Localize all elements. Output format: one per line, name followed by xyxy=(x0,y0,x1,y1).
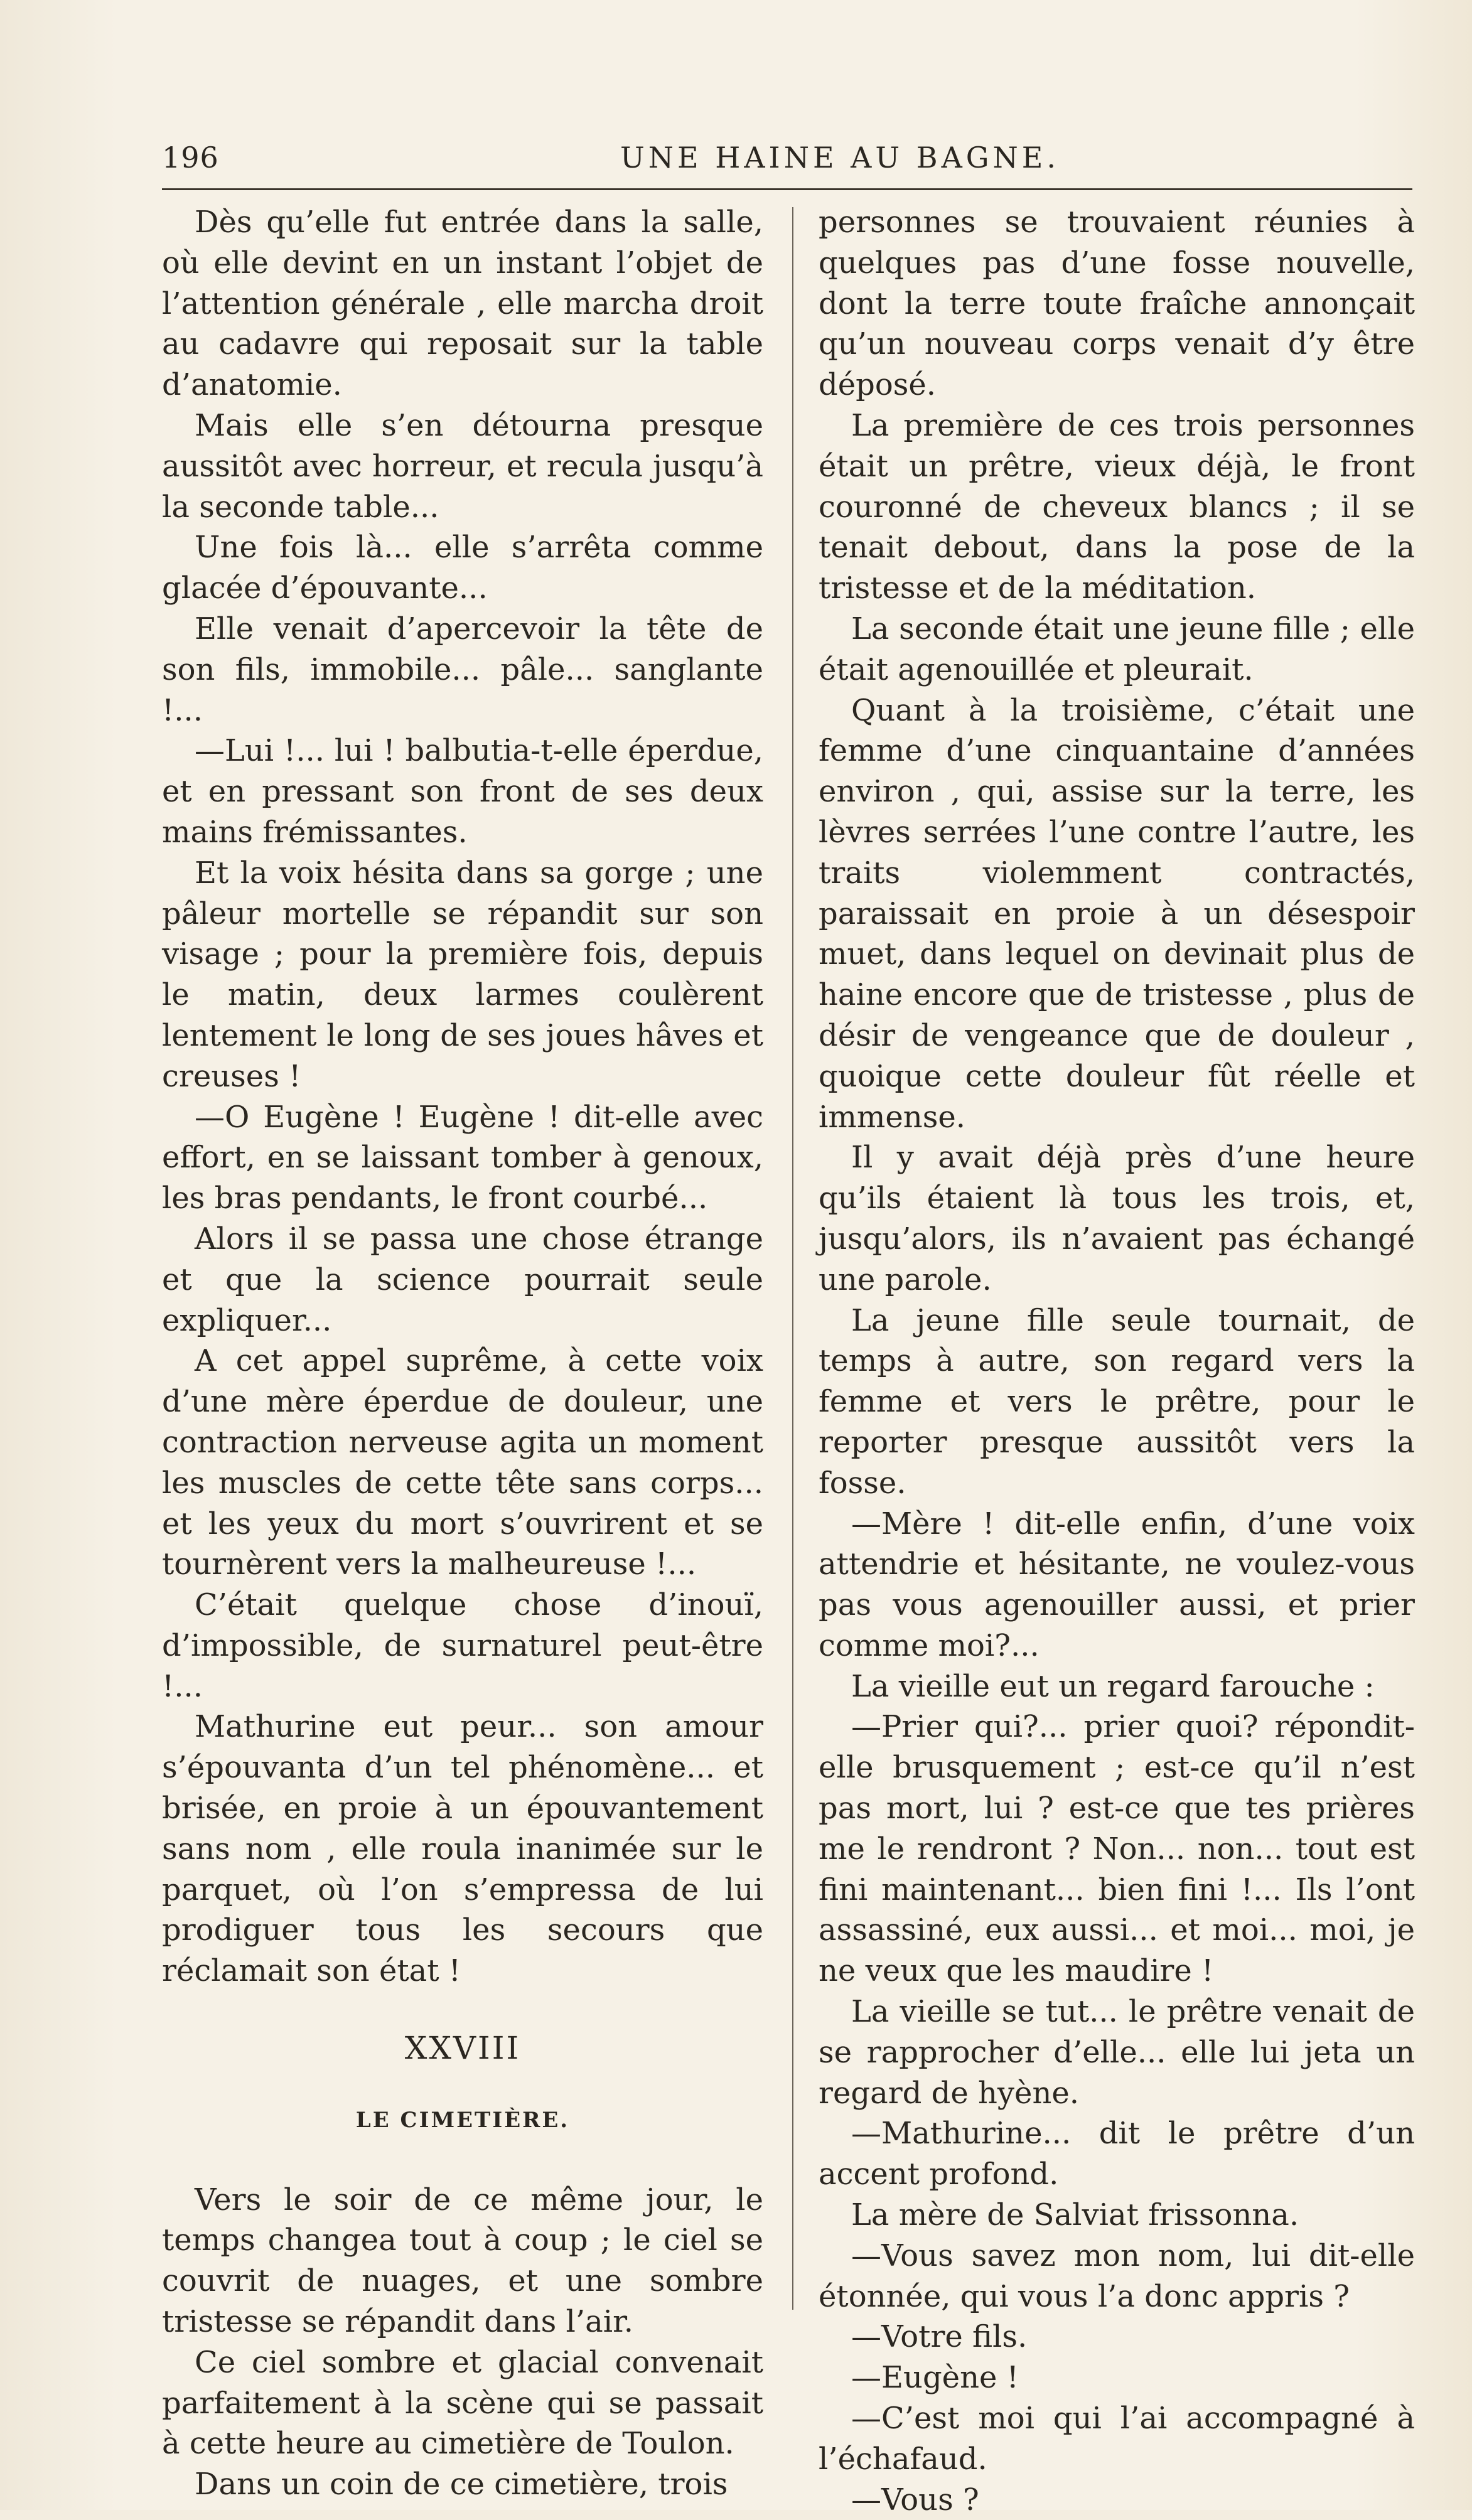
paragraph: —Vous savez mon nom, lui dit-elle étonnée, qui vous l’a donc appris ? xyxy=(819,2238,1415,2314)
left-column xyxy=(162,202,763,2505)
paragraph: Vers le soir de ce même jour, le temps changea tout à coup ; le ciel se couvrit de nuages, et une sombre tristesse se répandit dans l’air. xyxy=(162,2182,763,2340)
right-column xyxy=(819,202,1415,2520)
paragraph: —Prier qui?... prier quoi? répondit-elle brusquement ; est-ce qu’il n’est pas mort, lui ? est-ce que tes prières me le rendront ? Non... non... tout est fini maintenant... bien fini !... Ils l’ont assassiné, eux aussi... et moi... moi, je ne veux que les maudire ! xyxy=(819,1709,1415,1989)
paragraph: Elle venait d’apercevoir la tête de son fils, immobile... pâle... sanglante !... xyxy=(162,611,763,728)
paragraph: —O Eugène ! Eugène ! dit-elle avec effort, en se laissant tomber à genoux, les bras pendants, le front courbé... xyxy=(162,1099,763,1216)
paragraph: La seconde était une jeune fille ; elle était agenouillée et pleurait. xyxy=(819,611,1415,687)
paragraph: —C’est moi qui l’ai accompagné à l’échafaud. xyxy=(819,2401,1415,2477)
chapter-number: XXVIII xyxy=(404,2030,521,2067)
paragraph: —Votre fils. xyxy=(851,2319,1028,2355)
paragraph: La vieille eut un regard farouche : xyxy=(851,1668,1375,1704)
chapter-title: LE CIMETIÈRE. xyxy=(355,2107,570,2133)
paragraph: —Mère ! dit-elle enfin, d’une voix attendrie et hésitante, ne voulez-vous pas vous agenouiller aussi, et prier comme moi?... xyxy=(819,1506,1415,1663)
paragraph: —Eugène ! xyxy=(851,2360,1019,2396)
running-title: UNE HAINE AU BAGNE. xyxy=(620,141,1060,174)
paragraph: La première de ces trois personnes était un prêtre, vieux déjà, le front couronné de cheveux blancs ; il se tenait debout, dans la pose de la tristesse et de la méditation. xyxy=(819,407,1415,606)
paragraph: La vieille se tut... le prêtre venait de se rapprocher d’elle... elle lui jeta un regard de hyène. xyxy=(819,1994,1415,2111)
paragraph: —Vous ? xyxy=(851,2482,979,2517)
paragraph: Il y avait déjà près d’une heure qu’ils étaient là tous les trois, et, jusqu’alors, ils n’avaient pas échangé une parole. xyxy=(819,1140,1415,1297)
paragraph: Une fois là... elle s’arrêta comme glacée d’épouvante... xyxy=(162,530,763,606)
page-number: 196 xyxy=(162,141,219,174)
paragraph: Mais elle s’en détourna presque aussitôt avec horreur, et recula jusqu’à la seconde table... xyxy=(162,407,763,525)
paragraph: Quant à la troisième, c’était une femme d’une cinquantaine d’années environ , qui, assise sur la terre, les lèvres serrées l’une contre l’autre, les traits violemment contractés, paraissait en proie à un désespoir muet, dans lequel on devinait plus de haine encore que de tristesse , plus de désir de vengeance que de douleur , quoique cette douleur fût réelle et immense. xyxy=(819,692,1415,1135)
paragraph: Dans un coin de ce cimetière, trois xyxy=(195,2467,728,2502)
paragraph: Alors il se passa une chose étrange et que la science pourrait seule expliquer... xyxy=(162,1221,763,1338)
paragraph: La jeune fille seule tournait, de temps à autre, son regard vers la femme et vers le prêtre, pour le reporter presque aussitôt vers la fosse. xyxy=(819,1302,1415,1501)
paragraph-continuation: personnes se trouvaient réunies à quelques pas d’une fosse nouvelle, dont la terre toute fraîche annonçait qu’un nouveau corps venait d’y être déposé. xyxy=(819,205,1415,403)
paragraph: Ce ciel sombre et glacial convenait parfaitement à la scène qui se passait à cette heure au cimetière de Toulon. xyxy=(162,2344,763,2462)
paragraph: Mathurine eut peur... son amour s’épouvanta d’un tel phénomène... et brisée, en proie à un épouvantement sans nom , elle roula inanimée sur le parquet, où l’on s’empressa de lui prodiguer tous les secours que réclamait son état ! xyxy=(162,1709,763,1989)
paragraph: A cet appel suprême, à cette voix d’une mère éperdue de douleur, une contraction nerveuse agita un moment les muscles de cette tête sans corps... et les yeux du mort s’ouvrirent et se tournèrent vers la malheureuse !... xyxy=(162,1343,763,1582)
paragraph: —Mathurine... dit le prêtre d’un accent profond. xyxy=(819,2116,1415,2192)
paragraph: Et la voix hésita dans sa gorge ; une pâleur mortelle se répandit sur son visage ; pour la première fois, depuis le matin, deux larmes coulèrent lentement le long de ses joues hâves et creuses ! xyxy=(162,855,763,1094)
paragraph: C’était quelque chose d’inouï, d’impossible, de surnaturel peut-être !... xyxy=(162,1587,763,1704)
header-rule xyxy=(162,188,1412,190)
running-head xyxy=(162,141,1412,185)
paragraph: —Lui !... lui ! balbutia-t-elle éperdue, et en pressant son front de ses deux mains frémissantes. xyxy=(162,733,763,850)
column-divider xyxy=(792,207,793,2310)
paragraph: Dès qu’elle fut entrée dans la salle, où elle devint en un instant l’objet de l’attention générale , elle marcha droit au cadavre qui reposait sur la table d’anatomie. xyxy=(162,205,763,403)
paragraph: La mère de Salviat frissonna. xyxy=(851,2197,1299,2233)
